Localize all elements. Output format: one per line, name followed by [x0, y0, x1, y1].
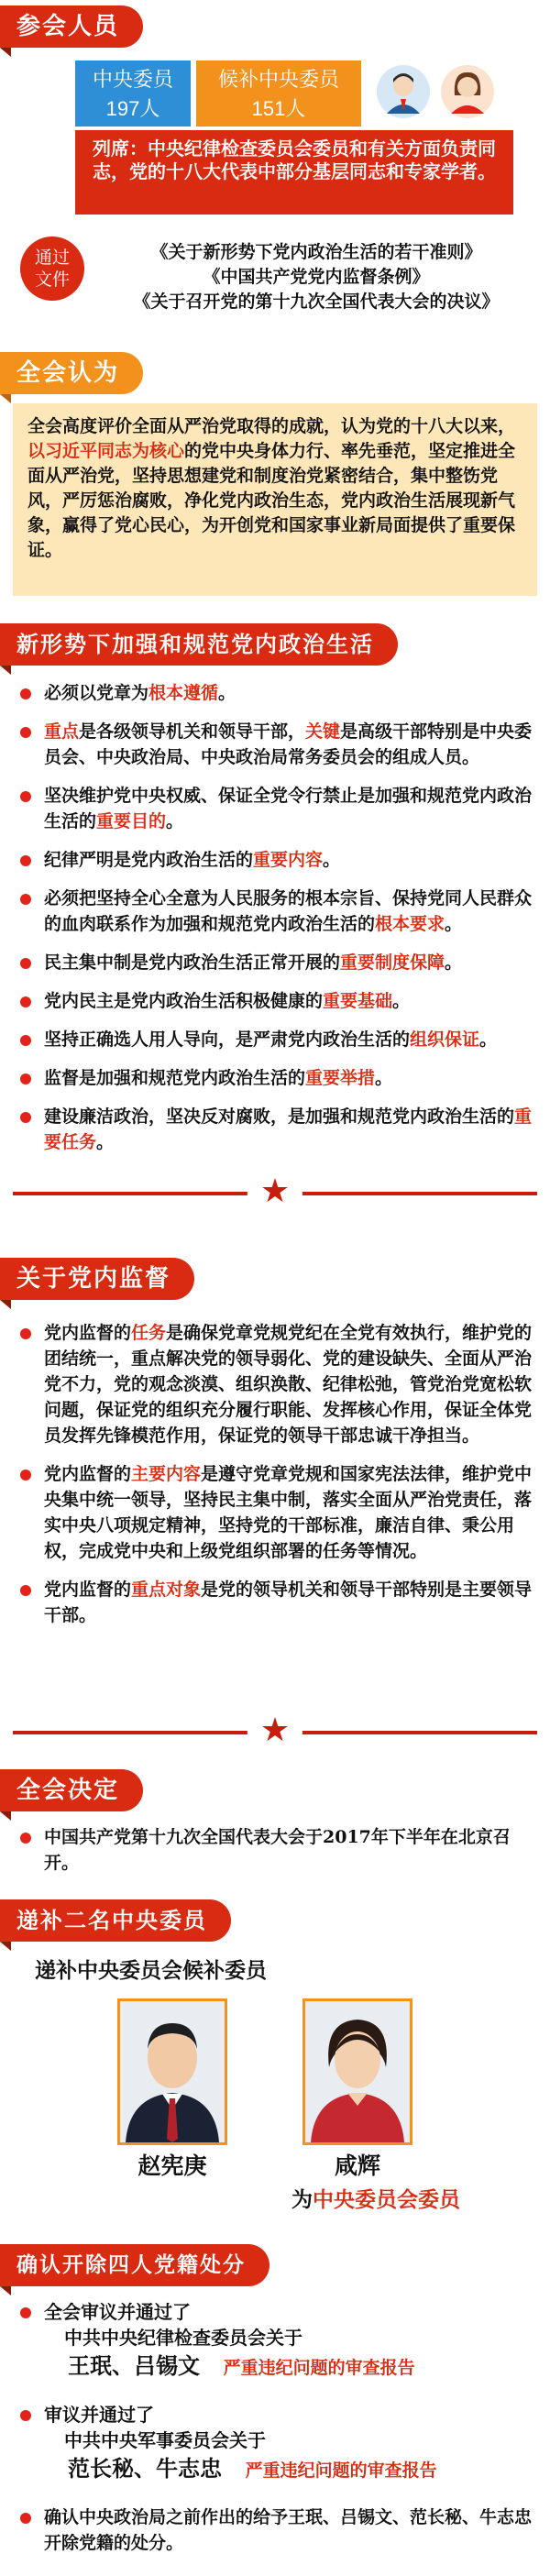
- supervision-tag: 关于党内监督: [0, 1258, 194, 1300]
- portrait-person2: [302, 1998, 412, 2145]
- star-icon: ★: [248, 1712, 302, 1749]
- passed-document: 《关于召开党的第十九次全国代表大会的决议》: [133, 292, 500, 312]
- political-life-list: [13, 680, 535, 1168]
- decision-tag: 全会决定: [0, 1769, 143, 1811]
- list-item: 党内监督的任务是确保党章党规党纪在全党有效执行，维护党的团结统一，重点解决党的领导弱化、党的建设缺失、全面从严治党不力，党的观念淡漠、组织涣散、纪律松弛，管党治党宽松软问题，保证党的组织充分履行职能、发挥核心作用，保证全体党员发挥先锋模范作用，保证党的领导干部忠诚干净担当。: [13, 1320, 535, 1448]
- filling-subtitle: 递补中央委员会候补委员: [35, 1958, 267, 1983]
- list-item: 党内监督的主要内容是遵守党章党规和国家宪法法律，维护党中央集中统一领导，坚持民主集中制，落实全面从严治党责任，落实中央八项规定精神，坚持党的干部标准，廉洁自律、秉公用权，完成党中央和上级党组织部署的任务等情况。: [13, 1461, 535, 1564]
- person2-name: 咸辉: [334, 2152, 380, 2179]
- portrait-person1: [117, 1998, 227, 2145]
- passed-documents-list: [101, 240, 532, 314]
- expulsion-item-2: 审议并通过了 中共中央军事委员会关于 范长秘、牛志忠 严重违纪问题的审查报告: [13, 2402, 537, 2487]
- filling-caption: 为中央委员会委员: [292, 2187, 460, 2212]
- passed-document: 《关于新形势下党内政治生活的若干准则》: [150, 242, 482, 262]
- list-item: 建设廉洁政治，坚决反对腐败，是加强和规范党内政治生活的重要任务。: [13, 1104, 535, 1155]
- political-life-tag: 新形势下加强和规范党内政治生活: [0, 623, 398, 666]
- passed-badge-text: 通过文件: [34, 248, 70, 290]
- alternates-label: 候补中央委员: [217, 68, 339, 91]
- list-item: 坚持正确选人用人导向，是严肃党内政治生活的组织保证。: [13, 1027, 535, 1052]
- list-item: 确认中央政治局之前作出的给予王珉、吕锡文、范长秘、牛志忠开除党籍的处分。: [13, 2504, 535, 2556]
- plenary-view-box: [13, 403, 537, 596]
- alternates-count: 151人: [251, 97, 306, 120]
- attendees-tag: 参会人员: [0, 6, 143, 48]
- observers-text: 列席：中央纪律检查委员会委员和有关方面负责同志，党的十八大代表中部分基层同志和专家学者。: [93, 138, 496, 182]
- filling-tag: 递补二名中央委员: [0, 1899, 231, 1942]
- members-count: 197人: [105, 97, 160, 120]
- list-item: 必须把坚持全心全意为人民服务的根本宗旨、保持党同人民群众的血肉联系作为加强和规范党内政治生活的根本要求。: [13, 886, 535, 937]
- man-portrait-icon: [120, 2001, 225, 2142]
- members-box: [75, 61, 191, 127]
- observers-box: [75, 130, 513, 215]
- expulsion-final-list: [13, 2504, 535, 2569]
- list-item: 中国共产党第十九次全国代表大会于2017年下半年在北京召开。: [13, 1824, 535, 1876]
- list-item: 监督是加强和规范党内政治生活的重要举措。: [13, 1065, 535, 1091]
- members-label: 中央委员: [92, 68, 173, 91]
- bullet-icon: [20, 2410, 31, 2421]
- list-item: 必须以党章为根本遵循。: [13, 680, 535, 706]
- section-divider: [13, 1172, 537, 1210]
- passed-document: 《中国共产党党内监督条例》: [203, 267, 430, 287]
- list-item: 坚决维护党中央权威、保证全党令行禁止是加强和规范党内政治生活的重要目的。: [13, 783, 535, 834]
- plenary-view-tag: 全会认为: [0, 352, 143, 394]
- list-item: 党内监督的重点对象是党的领导机关和领导干部特别是主要领导干部。: [13, 1577, 535, 1628]
- supervision-list: [13, 1320, 535, 1641]
- expulsion-tag: 确认开除四人党籍处分: [0, 2244, 270, 2286]
- person1-name: 赵宪庚: [138, 2152, 207, 2179]
- star-icon: ★: [248, 1173, 302, 1210]
- female-avatar-icon: [440, 64, 495, 119]
- list-item: 党内民主是党内政治生活积极健康的重要基础。: [13, 988, 535, 1014]
- plenary-view-highlight: 以习近平同志为核心: [28, 441, 185, 461]
- male-avatar-icon: [376, 64, 431, 119]
- expulsion-item-1: 全会审议并通过了 中共中央纪律检查委员会关于 王珉、吕锡文 严重违纪问题的审查报告: [13, 2299, 537, 2384]
- list-item: 重点是各级领导机关和领导干部，关键是高级干部特别是中央委员会、中央政治局、中央政治局常务委员会的组成人员。: [13, 719, 535, 770]
- list-item: 民主集中制是党内政治生活正常开展的重要制度保障。: [13, 950, 535, 975]
- passed-documents-badge: [20, 237, 84, 301]
- plenary-view-text-before: 全会高度评价全面从严治党取得的成就，认为党的十八大以来，: [28, 416, 516, 436]
- woman-portrait-icon: [305, 2001, 410, 2142]
- section-divider: [13, 1712, 537, 1749]
- decision-list: [13, 1824, 535, 1888]
- alternates-box: [196, 61, 361, 127]
- list-item: 纪律严明是党内政治生活的重要内容。: [13, 847, 535, 873]
- bullet-icon: [20, 2307, 31, 2318]
- plenary-view-text-after: 的党中央身体力行、率先垂范，坚定推进全面从严治党，坚持思想建党和制度治党紧密结合，集中整饬党风，严厉惩治腐败，净化党内政治生态，党内政治生活展现新气象，赢得了党心民心，为开创党和国家事业新局面提供了重要保证。: [28, 441, 516, 560]
